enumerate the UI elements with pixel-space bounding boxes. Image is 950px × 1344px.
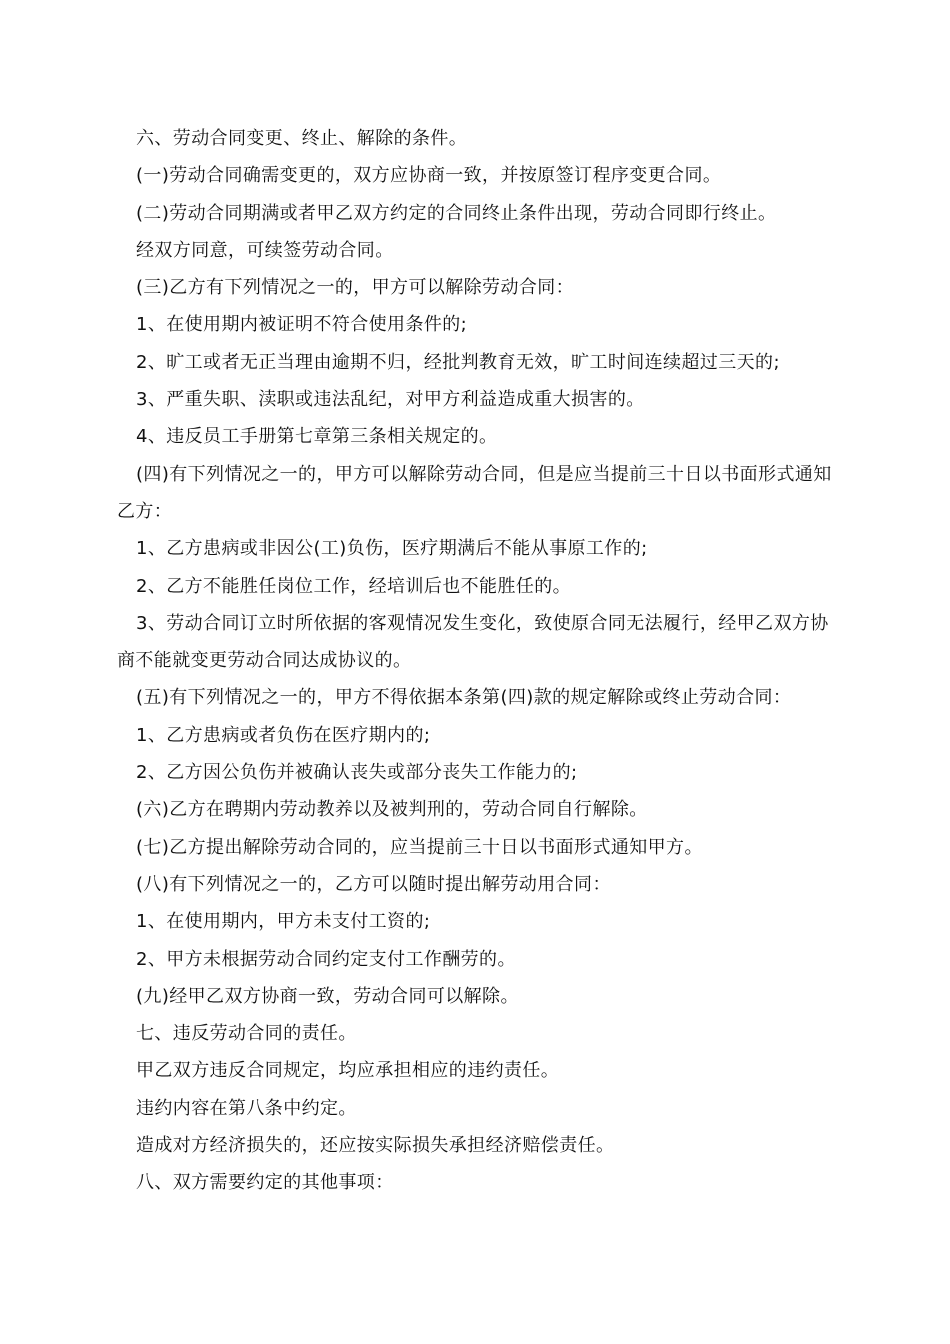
clause-paragraph: (九)经甲乙双方协商一致，劳动合同可以解除。 bbox=[136, 985, 519, 1007]
list-item: 1、乙方患病或者负伤在医疗期内的; bbox=[136, 724, 431, 746]
clause-paragraph: 造成对方经济损失的，还应按实际损失承担经济赔偿责任。 bbox=[136, 1135, 615, 1157]
list-item: 3、劳动合同订立时所依据的客观情况发生变化，致使原合同无法履行，经甲乙双方协商不能就变更劳动合同达成协议的。 bbox=[117, 612, 829, 672]
list-item: 2、乙方因公负伤并被确认丧失或部分丧失工作能力的; bbox=[136, 762, 578, 784]
list-item: 3、严重失职、渎职或违法乱纪，对甲方利益造成重大损害的。 bbox=[136, 389, 645, 411]
clause-paragraph: 违约内容在第八条中约定。 bbox=[136, 1097, 357, 1119]
clause-paragraph: 甲乙双方违反合同规定，均应承担相应的违约责任。 bbox=[136, 1060, 560, 1082]
list-item: 2、乙方不能胜任岗位工作，经培训后也不能胜任的。 bbox=[136, 575, 572, 597]
list-item: 2、旷工或者无正当理由逾期不归，经批判教育无效，旷工时间连续超过三天的; bbox=[136, 351, 780, 373]
list-item: 2、甲方未根据劳动合同约定支付工作酬劳的。 bbox=[136, 948, 516, 970]
section-heading-6: 六、劳动合同变更、终止、解除的条件。 bbox=[136, 128, 468, 149]
clause-paragraph: (四)有下列情况之一的，甲方可以解除劳动合同，但是应当提前三十日以书面形式通知乙方： bbox=[117, 463, 832, 522]
list-item: 1、在使用期内被证明不符合使用条件的; bbox=[136, 314, 468, 336]
clause-paragraph: (八)有下列情况之一的，乙方可以随时提出解劳动用合同： bbox=[136, 873, 611, 895]
clause-paragraph: (三)乙方有下列情况之一的，甲方可以解除劳动合同： bbox=[136, 277, 575, 299]
clause-paragraph: (六)乙方在聘期内劳动教养以及被判刑的，劳动合同自行解除。 bbox=[136, 799, 648, 821]
list-item: 1、在使用期内，甲方未支付工资的; bbox=[136, 911, 431, 933]
clause-paragraph: (七)乙方提出解除劳动合同的，应当提前三十日以书面形式通知甲方。 bbox=[136, 836, 703, 858]
clause-paragraph: (二)劳动合同期满或者甲乙双方约定的合同终止条件出现，劳动合同即行终止。 bbox=[136, 202, 777, 224]
clause-paragraph: 经双方同意，可续签劳动合同。 bbox=[136, 239, 394, 261]
section-heading-7: 七、违反劳动合同的责任。 bbox=[136, 1023, 357, 1045]
clause-paragraph: (五)有下列情况之一的，甲方不得依据本条第(四)款的规定解除或终止劳动合同： bbox=[136, 687, 792, 709]
list-item: 4、违反员工手册第七章第三条相关规定的。 bbox=[136, 426, 498, 448]
document-body bbox=[117, 120, 835, 1202]
list-item: 1、乙方患病或非因公(工)负伤，医疗期满后不能从事原工作的; bbox=[136, 538, 648, 560]
section-heading-8: 八、双方需要约定的其他事项： bbox=[136, 1172, 394, 1194]
clause-paragraph: (一)劳动合同确需变更的，双方应协商一致，并按原签订程序变更合同。 bbox=[136, 165, 722, 187]
